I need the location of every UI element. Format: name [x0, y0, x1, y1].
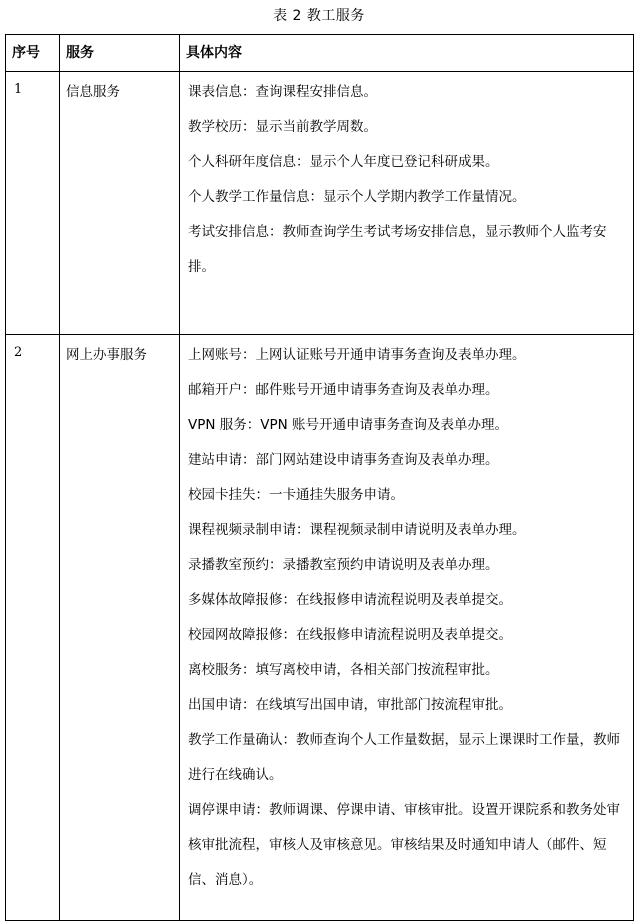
content-item: 个人科研年度信息：显示个人年度已登记科研成果。 [188, 154, 499, 170]
content-item: 课程视频录制申请：课程视频录制申请说明及表单办理。 [188, 522, 526, 538]
header-content: 具体内容 [180, 35, 634, 72]
content-item: 考试安排信息：教师查询学生考试考场安排信息，显示教师个人监考安排。 [188, 224, 607, 275]
content-item: VPN 服务：VPN 账号开通申请事务查询及表单办理。 [188, 417, 509, 433]
content-item: 上网账号：上网认证账号开通申请事务查询及表单办理。 [188, 347, 526, 363]
row-content [180, 335, 634, 921]
content-item: 建站申请：部门网站建设申请事务查询及表单办理。 [188, 452, 499, 468]
content-item: 调停课申请：教师调课、停课申请、审核审批。设置开课院系和教务处审核审批流程，审核人及审核意见。审核结果及时通知申请人（邮件、短信、消息）。 [188, 802, 620, 888]
content-item: 校园网故障报修：在线报修申请流程说明及表单提交。 [188, 627, 512, 643]
content-item: 校园卡挂失：一卡通挂失服务申请。 [188, 487, 404, 503]
service-table [5, 34, 634, 921]
header-service: 服务 [60, 35, 180, 72]
header-number: 序号 [6, 35, 60, 72]
service-table-container [5, 34, 633, 921]
table-row [6, 72, 634, 335]
content-item: 个人教学工作量信息：显示个人学期内教学工作量情况。 [188, 189, 526, 205]
content-item: 离校服务：填写离校申请，各相关部门按流程审批。 [188, 662, 499, 678]
table-row [6, 335, 634, 921]
content-item: 邮箱开户：邮件账号开通申请事务查询及表单办理。 [188, 382, 499, 398]
row-number: 1 [6, 72, 60, 335]
row-service: 信息服务 [60, 72, 180, 335]
content-item: 多媒体故障报修：在线报修申请流程说明及表单提交。 [188, 592, 512, 608]
content-item: 教学校历：显示当前教学周数。 [188, 119, 377, 135]
content-item: 录播教室预约：录播教室预约申请说明及表单办理。 [188, 557, 499, 573]
table-caption: 表 2 教工服务 [273, 8, 365, 24]
row-content [180, 72, 634, 335]
row-number: 2 [6, 335, 60, 921]
content-item: 课表信息：查询课程安排信息。 [188, 84, 377, 100]
content-item: 教学工作量确认：教师查询个人工作量数据，显示上课课时工作量，教师进行在线确认。 [188, 732, 620, 783]
table-header-row [6, 35, 634, 72]
content-item: 出国申请：在线填写出国申请，审批部门按流程审批。 [188, 697, 512, 713]
row-service: 网上办事服务 [60, 335, 180, 921]
